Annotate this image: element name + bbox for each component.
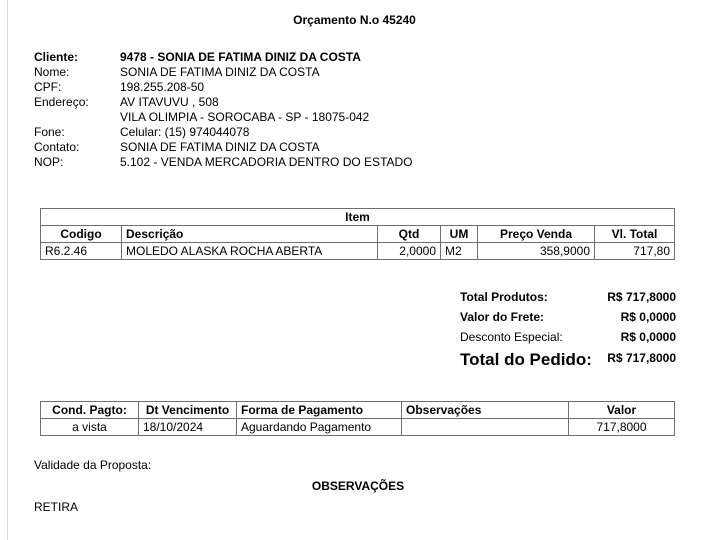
client-value: 9478 - SONIA DE FATIMA DINIZ DA COSTA	[120, 50, 361, 64]
totals-block	[460, 287, 676, 373]
total-pedido-row	[460, 347, 676, 373]
name-value: SONIA DE FATIMA DINIZ DA COSTA	[120, 65, 320, 79]
items-header-row	[41, 226, 675, 243]
table-row	[41, 419, 675, 436]
address-line2-value: VILA OLIMPIA - SOROCABA - SP - 18075-042	[120, 110, 370, 124]
total-pedido-value: R$ 717,8000	[607, 351, 676, 365]
frete-value: R$ 0,0000	[620, 310, 676, 324]
payment-table	[40, 401, 675, 436]
frete-label: Valor do Frete:	[460, 310, 545, 324]
item-um: M2	[441, 243, 478, 260]
contact-row	[34, 140, 413, 155]
name-label: Nome:	[34, 65, 70, 79]
contact-value: SONIA DE FATIMA DINIZ DA COSTA	[120, 140, 320, 154]
phone-row	[34, 125, 413, 140]
address-line2-row	[34, 110, 413, 125]
pay-cond: a vista	[41, 419, 139, 436]
col-qty-header: Qtd	[378, 226, 441, 243]
address-value: AV ITAVUVU , 508	[120, 95, 219, 109]
phone-label: Fone:	[34, 125, 65, 139]
left-border-line	[7, 0, 8, 540]
pay-valor: 717,8000	[569, 419, 675, 436]
address-label: Endereço:	[34, 95, 89, 109]
observacoes-title: OBSERVAÇÕES	[311, 479, 405, 493]
items-caption: Item	[41, 209, 675, 226]
item-total: 717,80	[595, 243, 675, 260]
items-caption-row	[41, 209, 675, 226]
pay-obs	[402, 419, 569, 436]
name-row	[34, 65, 413, 80]
nop-label: NOP:	[34, 155, 64, 169]
col-valor-header: Valor	[569, 402, 675, 419]
frete-row	[460, 307, 676, 327]
client-info	[34, 50, 413, 170]
client-label: Cliente:	[34, 50, 79, 64]
items-table	[40, 208, 675, 260]
desconto-row	[460, 327, 676, 347]
table-row	[41, 243, 675, 260]
col-venc-header: Dt Vencimento	[139, 402, 237, 419]
item-desc: MOLEDO ALASKA ROCHA ABERTA	[122, 243, 378, 260]
client-row	[34, 50, 413, 65]
validade-label: Validade da Proposta:	[34, 458, 152, 472]
item-qty: 2,0000	[378, 243, 441, 260]
desconto-label: Desconto Especial:	[460, 330, 563, 344]
cpf-row	[34, 80, 413, 95]
document-title: Orçamento N.o 45240	[293, 13, 416, 27]
col-cond-header: Cond. Pagto:	[41, 402, 139, 419]
item-code: R6.2.46	[41, 243, 122, 260]
cpf-value: 198.255.208-50	[120, 80, 205, 94]
item-price: 358,9000	[478, 243, 595, 260]
col-price-header: Preço Venda	[478, 226, 595, 243]
payment-header-row	[41, 402, 675, 419]
total-produtos-row	[460, 287, 676, 307]
nop-value: 5.102 - VENDA MERCADORIA DENTRO DO ESTADO	[120, 155, 413, 169]
pay-venc: 18/10/2024	[139, 419, 237, 436]
total-pedido-label: Total do Pedido:	[460, 350, 592, 369]
desconto-value: R$ 0,0000	[620, 330, 676, 344]
cpf-label: CPF:	[34, 80, 62, 94]
col-desc-header: Descrição	[122, 226, 378, 243]
col-obs-header: Observações	[402, 402, 569, 419]
col-code-header: Codigo	[41, 226, 122, 243]
pay-forma: Aguardando Pagamento	[237, 419, 402, 436]
phone-value: Celular: (15) 974044078	[120, 125, 250, 139]
col-um-header: UM	[441, 226, 478, 243]
nop-row	[34, 155, 413, 170]
observacoes-text: RETIRA	[34, 500, 79, 514]
col-total-header: Vl. Total	[595, 226, 675, 243]
col-forma-header: Forma de Pagamento	[237, 402, 402, 419]
address-row	[34, 95, 413, 110]
contact-label: Contato:	[34, 140, 80, 154]
total-produtos-value: R$ 717,8000	[607, 290, 676, 304]
total-produtos-label: Total Produtos:	[460, 290, 548, 304]
